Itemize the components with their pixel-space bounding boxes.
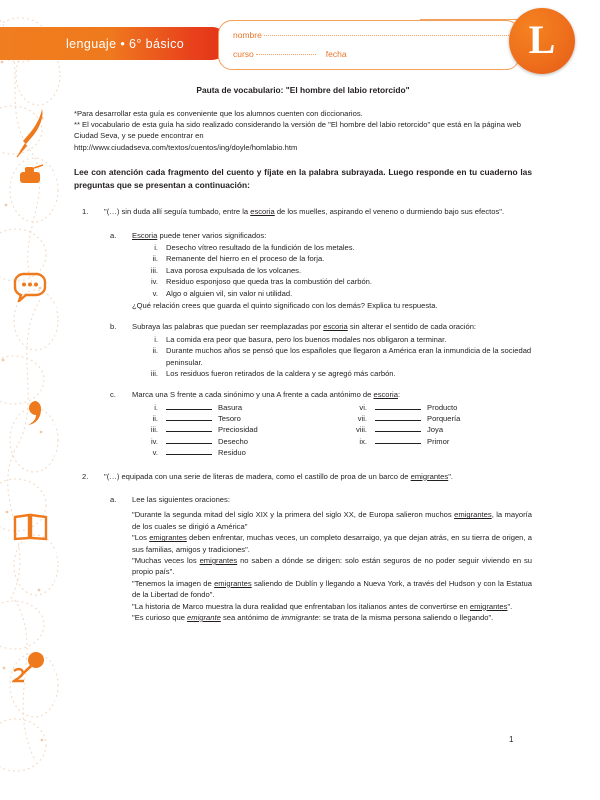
subitem-1a-stem xyxy=(132,230,532,241)
decorative-sidebar xyxy=(0,0,62,800)
instructions: Lee con atención cada fragmento del cuento y fíjate en la palabra subrayada. Luego responde en tu cuaderno las preguntas que se presentan a continuación: xyxy=(74,167,532,191)
question-list xyxy=(74,206,532,623)
sentence-example xyxy=(132,509,532,532)
subitem-1a-question: ¿Qué relación crees que guarda el quinto significado con los demás? Explica tu respuesta. xyxy=(132,300,438,310)
question-1-marker: 1. xyxy=(82,207,89,217)
option-item xyxy=(132,334,532,345)
fill-row xyxy=(341,436,532,447)
option-text: Desecho vítreo resultado de la fundición de los metales. xyxy=(166,242,355,252)
quill-pen-icon xyxy=(14,106,48,158)
fill-marker: ix. xyxy=(359,436,367,446)
stem-pre: Marca una S frente a cada sinónimo y una A frente a cada antónimo de xyxy=(132,390,374,400)
question-item-2 xyxy=(74,471,532,624)
highlighted-word: emigrantes xyxy=(149,533,187,543)
highlighted-word: emigrantes xyxy=(469,601,508,611)
option-marker: iii. xyxy=(150,265,158,275)
answer-blank[interactable] xyxy=(166,402,212,410)
answer-blank[interactable] xyxy=(166,447,212,455)
rail-divider xyxy=(55,0,56,800)
sentence-post: deben enfrentar, muchas veces, un completo desarraigo, ya que dejan atrás, en su tierra de origen, a sus familias, amigos y tradiciones". xyxy=(132,533,532,554)
subject-banner-label: lenguaje • 6° básico xyxy=(66,36,185,51)
stem-word: Escoria xyxy=(132,230,158,240)
option-text: Residuo esponjoso que queda tras la combustión del carbón. xyxy=(166,277,373,287)
question-1-subitems xyxy=(104,230,532,459)
fill-marker: vii. xyxy=(357,414,367,424)
subitem-1c-stem xyxy=(132,389,532,400)
answer-blank[interactable] xyxy=(375,424,421,432)
fragment-post: ". xyxy=(448,471,454,481)
sentence-examples xyxy=(132,509,532,623)
stem-post: : xyxy=(397,390,401,400)
sentence-pre: "Durante la segunda mitad del siglo XIX y la primera del siglo XX, de Europa salieron muchos xyxy=(132,510,455,520)
curso-fecha-field-row xyxy=(233,49,347,59)
option-marker: ii. xyxy=(152,254,158,264)
subitem-1b-stem xyxy=(132,321,532,332)
fragment-pre: "(…) equipada con una serie de literas de madera, como el castillo de proa de un barco de xyxy=(104,471,411,481)
highlighted-word: emigrante xyxy=(187,612,221,622)
option-item xyxy=(132,253,532,264)
answer-blank[interactable] xyxy=(166,436,212,444)
subitem-1b-marker: b. xyxy=(110,322,117,332)
subitem-1b-options xyxy=(132,334,532,380)
fill-marker: iii. xyxy=(150,425,158,435)
subitem-2a-marker: a. xyxy=(110,495,117,505)
fill-word: Preciosidad xyxy=(218,425,258,435)
fill-word: Residuo xyxy=(218,448,246,458)
option-marker: v. xyxy=(152,288,158,298)
swirl-pattern xyxy=(0,0,62,800)
sentence-post: saliendo de Dublín y llegando a Nueva York, a través del Hudson y con la Estatua de la Libertad de fondo". xyxy=(132,578,532,600)
fill-row xyxy=(132,424,323,435)
subitem-1a-marker: a. xyxy=(110,230,117,240)
student-info-box xyxy=(218,20,520,70)
fill-word: Joya xyxy=(427,425,444,435)
sentence-pre: "Tenemos la imagen de xyxy=(132,578,215,588)
fill-marker: vi. xyxy=(359,402,367,412)
fill-marker: v. xyxy=(152,448,158,458)
stem-post: sin alterar el sentido de cada oración: xyxy=(347,322,477,332)
fill-word: Tesoro xyxy=(218,414,241,424)
fill-row xyxy=(132,447,323,458)
highlighted-word: escoria xyxy=(250,207,275,217)
fill-marker: i. xyxy=(154,402,158,412)
nombre-label: nombre xyxy=(233,30,262,40)
curso-input[interactable] xyxy=(256,54,316,55)
fill-word: Basura xyxy=(218,402,243,412)
inkwell-icon xyxy=(16,164,46,186)
footnote-1: *Para desarrollar esta guía es conveniente que los alumnos cuenten con diccionarios. xyxy=(74,108,363,118)
sentence-post: , la mayoría de los cuales se dirigió a América" xyxy=(132,510,532,531)
stem-post: puede tener varios significados: xyxy=(157,230,267,240)
option-marker: i. xyxy=(154,242,158,252)
highlighted-word: emigrantes xyxy=(410,471,449,481)
microphone-icon xyxy=(12,650,48,684)
page-header xyxy=(0,0,600,76)
option-text: Remanente del hierro en el proceso de la forja. xyxy=(166,254,325,264)
option-marker: i. xyxy=(154,334,158,344)
sentence-mid: sea antónimo de xyxy=(220,612,282,622)
stem-word: escoria xyxy=(323,322,348,332)
option-text: Los residuos fueron retirados de la caldera y se agregó más carbón. xyxy=(166,368,396,378)
fill-marker: ii. xyxy=(152,414,158,424)
speech-bubble-icon xyxy=(12,272,48,302)
subject-banner xyxy=(0,27,228,60)
fill-row xyxy=(341,424,532,435)
sentence-pre: "Muchas veces los xyxy=(132,555,200,565)
highlighted-word: emigrantes xyxy=(214,578,252,588)
fragment-pre: "(…) sin duda allí seguía tumbado, entre la xyxy=(104,207,251,217)
subitem-1c xyxy=(104,389,532,458)
sentence-pre: "Los xyxy=(132,533,150,543)
fragment-post: de los muelles, aspirando el veneno o durmiendo bajo sus efectos". xyxy=(274,207,505,217)
sentence-example xyxy=(132,601,532,612)
highlighted-word: emigrantes xyxy=(199,555,238,565)
italic-word: immigrante xyxy=(281,612,319,622)
option-marker: ii. xyxy=(152,346,158,356)
footnote-block xyxy=(74,108,532,154)
option-marker: iii. xyxy=(150,368,158,378)
option-item xyxy=(132,368,532,379)
sentence-example xyxy=(132,555,532,578)
question-2-marker: 2. xyxy=(82,471,89,481)
answer-blank[interactable] xyxy=(375,413,421,421)
sentence-example xyxy=(132,578,532,601)
fecha-label: fecha xyxy=(325,49,347,59)
sentence-example xyxy=(132,612,532,623)
subject-badge-letter: L xyxy=(528,17,556,62)
option-text: Algo o alguien vil, sin valor ni utilidad. xyxy=(166,288,293,298)
fill-word: Primor xyxy=(427,436,450,446)
stem-pre: Subraya las palabras que puedan ser reemplazadas por xyxy=(132,322,324,332)
subitem-1a-options xyxy=(132,242,532,299)
page-number: 1 xyxy=(509,735,514,744)
answer-blank[interactable] xyxy=(166,413,212,421)
highlighted-word: emigrantes xyxy=(454,510,492,520)
synonym-antonym-grid xyxy=(132,402,532,459)
option-marker: iv. xyxy=(150,277,158,287)
nombre-input[interactable] xyxy=(264,35,511,36)
answer-blank[interactable] xyxy=(166,424,212,432)
fill-row xyxy=(341,402,532,413)
sentence-pre: "Es curioso que xyxy=(132,612,188,622)
question-1-fragment xyxy=(104,206,532,217)
footnote-2: ** El vocabulario de esta guía ha sido realizado considerando la versión de "El hombre del labio retorcido" que está en la página web Ciudad Seva, y se puede encontrar en xyxy=(74,120,521,141)
option-item xyxy=(132,265,532,276)
footnote-url: http://www.ciudadseva.com/textos/cuentos/ing/doyle/homlabio.htm xyxy=(74,142,298,152)
sentence-post: no saben a dónde se dirigen: solo están seguros de no poder seguir viviendo en su propio país". xyxy=(132,555,532,577)
page-title: Pauta de vocabulario: "El hombre del labio retorcido" xyxy=(196,85,410,95)
nombre-field-row xyxy=(233,30,511,40)
fill-marker: viii. xyxy=(356,425,367,435)
fill-word: Desecho xyxy=(218,436,248,446)
question-2-subitems xyxy=(104,494,532,623)
worksheet-body xyxy=(74,84,532,635)
fill-marker: iv. xyxy=(150,436,158,446)
fill-row xyxy=(132,402,323,413)
subitem-1a xyxy=(104,230,532,312)
option-text: Lava porosa expulsada de los volcanes. xyxy=(166,265,302,275)
fill-row xyxy=(132,413,323,424)
fill-row xyxy=(132,436,323,447)
option-item xyxy=(132,288,532,299)
stem-word: escoria xyxy=(373,390,398,400)
option-item xyxy=(132,276,532,287)
subitem-2a-stem: Lee las siguientes oraciones: xyxy=(132,495,230,505)
fill-row xyxy=(341,413,532,424)
subitem-1c-marker: c. xyxy=(110,390,116,400)
option-text: La comida era peor que basura, pero los buenos modales nos obligaron a terminar. xyxy=(166,334,447,344)
sentence-post: : se trata de la misma persona saliendo o llegando". xyxy=(318,612,494,622)
fill-word: Producto xyxy=(427,402,458,412)
option-text: Durante muchos años se pensó que los españoles que llegaron a América eran la inmundicia de la sociedad peninsular. xyxy=(166,346,532,367)
subject-badge xyxy=(509,8,575,74)
option-item xyxy=(132,242,532,253)
question-item-1 xyxy=(74,206,532,458)
comma-icon xyxy=(22,398,44,428)
fill-word: Porquería xyxy=(427,414,461,424)
question-2-fragment xyxy=(104,471,532,482)
subitem-1b xyxy=(104,321,532,379)
answer-blank[interactable] xyxy=(375,402,421,410)
sentence-post: ". xyxy=(507,601,513,611)
answer-blank[interactable] xyxy=(375,436,421,444)
curso-label: curso xyxy=(233,49,254,59)
open-book-icon xyxy=(12,512,50,542)
sentence-pre: "La historia de Marco muestra la dura realidad que enfrentaban los italianos antes de convertirse en xyxy=(132,601,470,611)
sentence-example xyxy=(132,532,532,555)
option-item xyxy=(132,345,532,368)
subitem-2a xyxy=(104,494,532,623)
